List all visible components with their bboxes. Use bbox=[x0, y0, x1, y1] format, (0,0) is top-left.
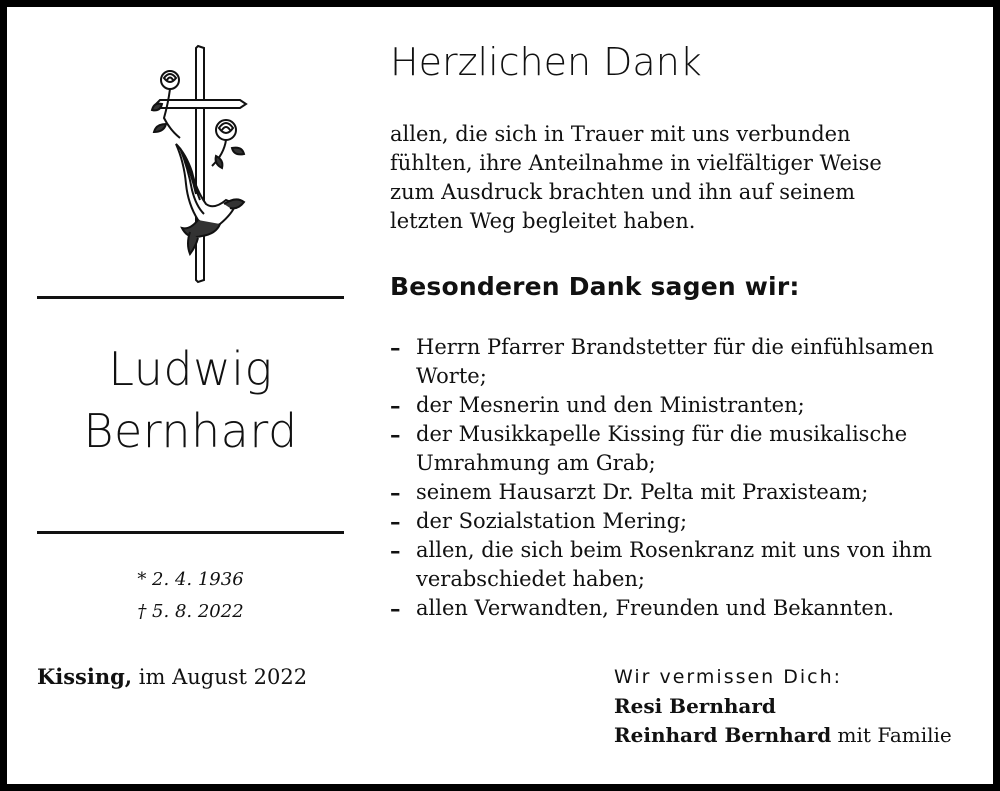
thanks-list bbox=[390, 333, 970, 623]
list-item: – der Mesnerin und den Ministranten; bbox=[390, 393, 805, 418]
list-item: – Herrn Pfarrer Brandstetter für die einfühlsamen Worte; bbox=[390, 335, 934, 388]
dash-icon: – bbox=[390, 596, 401, 621]
intro-line: allen, die sich in Trauer mit uns verbunden bbox=[390, 122, 851, 146]
dash-icon: – bbox=[390, 393, 401, 418]
intro-line: letzten Weg begleitet haben. bbox=[390, 209, 696, 233]
list-item: – der Sozialstation Mering; bbox=[390, 509, 688, 534]
intro-line: fühlten, ihre Anteilnahme in vielfältiger Weise bbox=[390, 151, 882, 175]
dash-icon: – bbox=[390, 480, 401, 505]
dash-icon: – bbox=[390, 422, 401, 447]
life-dates bbox=[37, 564, 344, 628]
list-item: – allen, die sich beim Rosenkranz mit uns von ihm verabschiedet haben; bbox=[390, 538, 932, 591]
signoff-name: Resi Bernhard bbox=[614, 694, 776, 718]
signoff-line: Wir vermissen Dich: bbox=[614, 666, 843, 688]
signoff-suffix: mit Familie bbox=[831, 723, 952, 747]
death-date: † 5. 8. 2022 bbox=[137, 601, 244, 622]
dash-icon: – bbox=[390, 538, 401, 563]
deceased-name bbox=[37, 338, 344, 462]
signoff-name: Reinhard Bernhard bbox=[614, 723, 832, 747]
place: Kissing, bbox=[37, 664, 133, 689]
heading: Herzlichen Dank bbox=[390, 40, 702, 84]
place-and-date bbox=[37, 664, 307, 689]
list-item: – seinem Hausarzt Dr. Pelta mit Praxisteam; bbox=[390, 480, 869, 505]
signoff bbox=[614, 663, 952, 750]
cross-with-roses-icon bbox=[140, 44, 252, 284]
intro-line: zum Ausdruck brachten und ihn auf seinem bbox=[390, 180, 856, 204]
subheading: Besonderen Dank sagen wir: bbox=[390, 272, 800, 301]
deceased-last-name: Bernhard bbox=[83, 404, 298, 458]
list-item: – der Musikkapelle Kissing für die musikalische Umrahmung am Grab; bbox=[390, 422, 908, 475]
divider-bottom bbox=[37, 531, 344, 534]
birth-date: * 2. 4. 1936 bbox=[137, 569, 244, 590]
divider-top bbox=[37, 296, 344, 299]
list-item: – allen Verwandten, Freunden und Bekannten. bbox=[390, 596, 895, 621]
deceased-first-name: Ludwig bbox=[108, 342, 273, 396]
dash-icon: – bbox=[390, 335, 401, 360]
dash-icon: – bbox=[390, 509, 401, 534]
date: im August 2022 bbox=[132, 665, 308, 689]
intro-text bbox=[390, 120, 910, 236]
